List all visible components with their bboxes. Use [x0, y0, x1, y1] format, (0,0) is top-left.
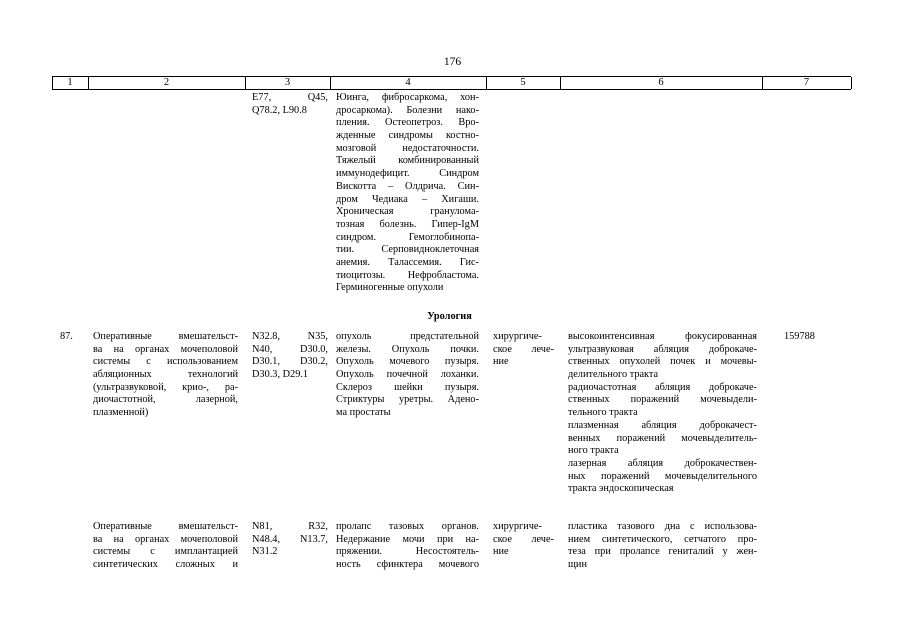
text-line: ственных поражений мочевыдели- [568, 394, 757, 406]
text-line: дросаркома). Болезни нако- [336, 104, 479, 116]
text-line: нием синтетического, сетчатого про- [568, 533, 757, 545]
text-line: жденные синдромы костно- [336, 130, 479, 142]
text-line: ское лече- [493, 533, 554, 545]
text-line: Опухоль мочевого пузыря. [336, 356, 479, 368]
text-line: теза при пролапсе гениталий у жен- [568, 546, 757, 558]
text-line: плазменной) [93, 407, 149, 419]
text-line: системы с имплантацией [93, 546, 238, 558]
text-line: синдром. Гемоглобинопа- [336, 231, 479, 243]
text-line: ва на органах мочеполовой [93, 343, 238, 355]
text-line: пролапс тазовых органов. [336, 521, 479, 532]
table-header-rule [52, 89, 851, 90]
text-line: ние [493, 356, 509, 368]
disease-description [336, 521, 479, 572]
text-line: 87. [60, 331, 73, 342]
column-header: 7 [803, 77, 810, 88]
text-line: иммунодефицит. Синдром [336, 168, 479, 180]
text-line: анемия. Талассемия. Гис- [336, 256, 479, 268]
treatment-type [493, 521, 554, 559]
treatment-type [493, 331, 554, 369]
row-number [60, 331, 86, 344]
text-line: N48.4, N13.7, [252, 533, 328, 545]
text-line: Стриктуры уретры. Адено- [336, 394, 479, 406]
text-line: радиочастотная абляция доброкаче- [568, 381, 757, 393]
text-line: Юинга, фибросаркома, хон- [336, 92, 479, 103]
page-number: 176 [443, 56, 462, 68]
text-line: Оперативные вмешательст- [93, 521, 238, 532]
text-line: высокоинтенсивная фокусированная [568, 331, 757, 342]
text-line: системы с использованием [93, 356, 238, 368]
text-line: N81, R32, [252, 521, 328, 532]
text-line: пления. Остеопетроз. Вро- [336, 117, 479, 129]
text-line: N32.8, N35, [252, 331, 328, 342]
text-line: синтетических сложных и [93, 559, 238, 571]
text-line: ственных опухолей почек и мочевы- [568, 356, 757, 368]
header-divider [851, 77, 852, 89]
text-line: Q78.2, L90.8 [252, 104, 307, 116]
text-line: Вискотта – Олдрича. Син- [336, 180, 479, 192]
icd-codes [252, 521, 328, 559]
text-line: опухоль предстательной [336, 331, 479, 342]
text-line: ние [493, 546, 509, 558]
text-line: (ультразвуковой, крио-, ра- [93, 381, 238, 393]
text-line: E77, Q45, [252, 92, 328, 103]
text-line: венных поражений мочевыделитель- [568, 432, 757, 444]
text-line: тозная болезнь. Гипер-IgM [336, 218, 479, 230]
procedure-name [93, 331, 238, 420]
text-line: ультразвуковая абляция доброкаче- [568, 343, 757, 355]
section-heading: Урология [427, 311, 472, 322]
text-line: хирургиче- [493, 331, 542, 342]
column-header: 4 [405, 77, 411, 88]
treatment-methods [568, 521, 757, 572]
text-line: D30.1, D30.2, [252, 356, 328, 368]
text-line: ва на органах мочеполовой [93, 533, 238, 545]
text-line: мозговой недостаточности. [336, 142, 479, 154]
text-line: D30.3, D29.1 [252, 369, 309, 381]
column-header: 2 [163, 77, 170, 88]
text-line: плазменная абляция доброкачест- [568, 419, 757, 431]
text-line: Тяжелый комбинированный [336, 155, 479, 167]
disease-description [336, 92, 479, 295]
text-line: тии. Серповидноклеточная [336, 244, 479, 256]
procedure-name [93, 521, 238, 572]
text-line: Опухоль почечной лоханки. [336, 369, 479, 381]
text-line: тельного тракта [568, 407, 638, 419]
text-line: Герминогенные опухоли [336, 282, 444, 294]
text-line: N40, D30.0, [252, 343, 328, 355]
text-line: тракта эндоскопическая [568, 483, 674, 495]
cost-value [784, 331, 844, 344]
column-header: 1 [67, 77, 73, 88]
icd-codes [252, 92, 328, 117]
text-line: тиоцитозы. Нефробластома. [336, 269, 479, 281]
text-line: ность сфинктера мочевого [336, 559, 479, 571]
text-line: диочастотной, лазерной, [93, 394, 238, 406]
disease-description [336, 331, 479, 420]
text-line: 159788 [784, 331, 815, 342]
text-line: лазерная абляция доброкачествен- [568, 457, 757, 469]
text-line: ское лече- [493, 343, 554, 355]
text-line: пряжении. Несостоятель- [336, 546, 479, 558]
text-line: пластика тазового дна с использова- [568, 521, 757, 532]
text-line: делительного тракта [568, 369, 659, 381]
column-header: 5 [520, 77, 526, 88]
column-header: 3 [284, 77, 291, 88]
text-line: абляционных технологий [93, 369, 238, 381]
text-line: Хроническая грануломa- [336, 206, 479, 218]
text-line: ных поражений мочевыделительного [568, 470, 757, 482]
text-line: щин [568, 559, 587, 571]
text-line: Склероз шейки пузыря. [336, 381, 479, 393]
text-line: Оперативные вмешательст- [93, 331, 238, 342]
text-line: N31.2 [252, 546, 278, 558]
column-header: 6 [658, 77, 664, 88]
icd-codes [252, 331, 328, 382]
text-line: ного тракта [568, 445, 619, 457]
text-line: железы. Опухоль почки. [336, 343, 479, 355]
treatment-methods [568, 331, 757, 496]
text-line: дром Чедиака – Хигаши. [336, 193, 479, 205]
text-line: Недержание мочи при на- [336, 533, 479, 545]
text-line: ма простаты [336, 407, 391, 419]
text-line: хирургиче- [493, 521, 542, 532]
